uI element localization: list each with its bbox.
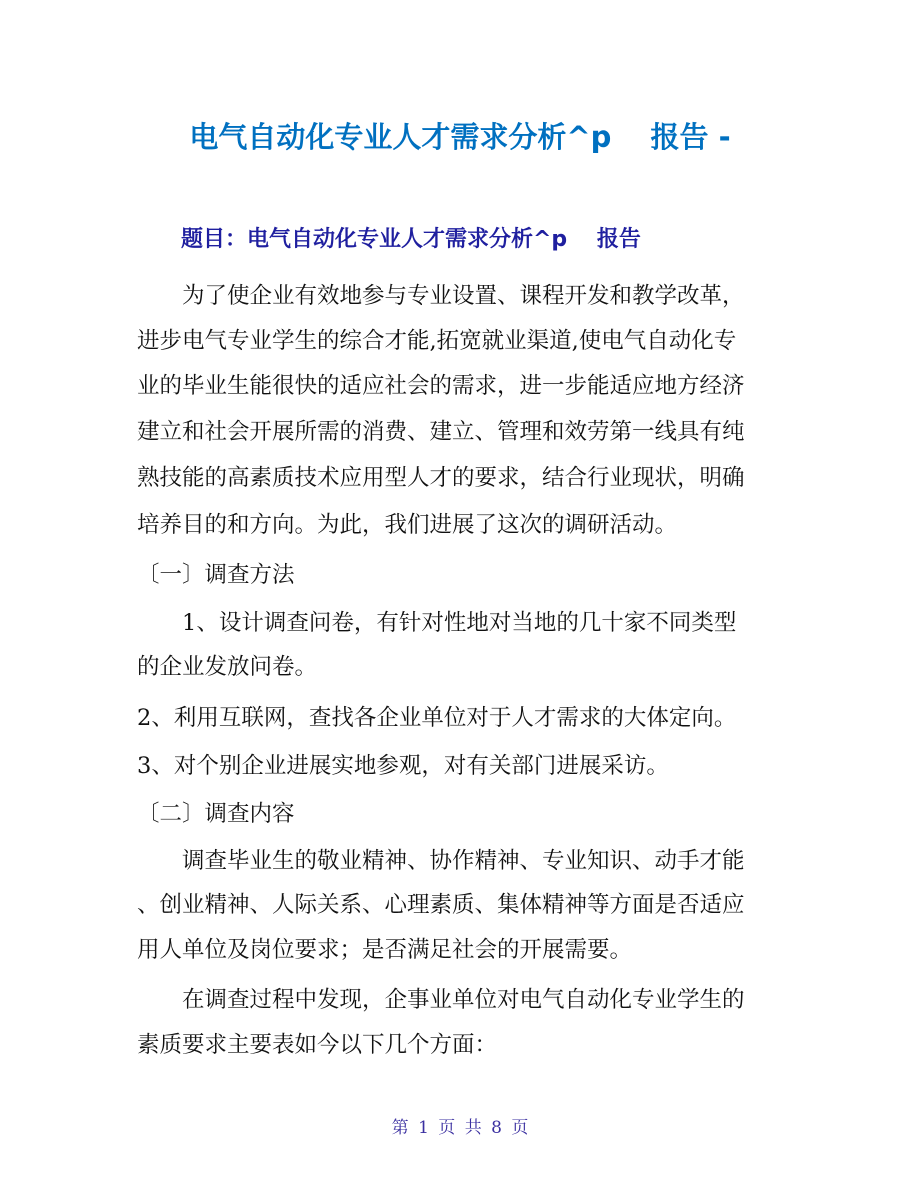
- body-line: 3、对个别企业进展实地参观，对有关部门进展采访。: [137, 753, 669, 779]
- document-subtitle: 题目：电气自动化专业人才需求分析^p 报告: [181, 227, 641, 252]
- body-line: 在调查过程中发现，企事业单位对电气自动化专业学生的: [137, 987, 745, 1013]
- body-line: 1、设计调查问卷，有针对性地对当地的几十家不同类型: [137, 610, 737, 636]
- page-footer: 第 1 页 共 8 页: [391, 1118, 529, 1138]
- body-line: 用人单位及岗位要求；是否满足社会的开展需要。: [137, 937, 633, 963]
- body-line: 、创业精神、人际关系、心理素质、集体精神等方面是否适应: [137, 892, 745, 918]
- body-line: 为了使企业有效地参与专业设置、课程开发和教学改革，: [137, 283, 745, 309]
- section-heading: 〔一〕调查方法: [137, 562, 295, 588]
- document-title: 电气自动化专业人才需求分析^p 报告 -: [189, 120, 731, 154]
- body-line: 进步电气专业学生的综合才能,拓宽就业渠道,使电气自动化专: [137, 328, 737, 354]
- body-line: 熟技能的高素质技术应用型人才的要求，结合行业现状，明确: [137, 465, 745, 491]
- body-line: 培养目的和方向。为此，我们进展了这次的调研活动。: [137, 512, 678, 538]
- section-heading: 〔二〕调查内容: [137, 801, 295, 827]
- body-line: 调查毕业生的敬业精神、协作精神、专业知识、动手才能: [137, 848, 745, 874]
- body-line: 的企业发放问卷。: [137, 654, 318, 680]
- body-line: 素质要求主要表如今以下几个方面：: [137, 1032, 498, 1058]
- body-line: 2、利用互联网，查找各企业单位对于人才需求的大体定向。: [137, 705, 737, 731]
- body-line: 建立和社会开展所需的消费、建立、管理和效劳第一线具有纯: [137, 419, 745, 445]
- body-line: 业的毕业生能很快的适应社会的需求，进一步能适应地方经济: [137, 373, 745, 399]
